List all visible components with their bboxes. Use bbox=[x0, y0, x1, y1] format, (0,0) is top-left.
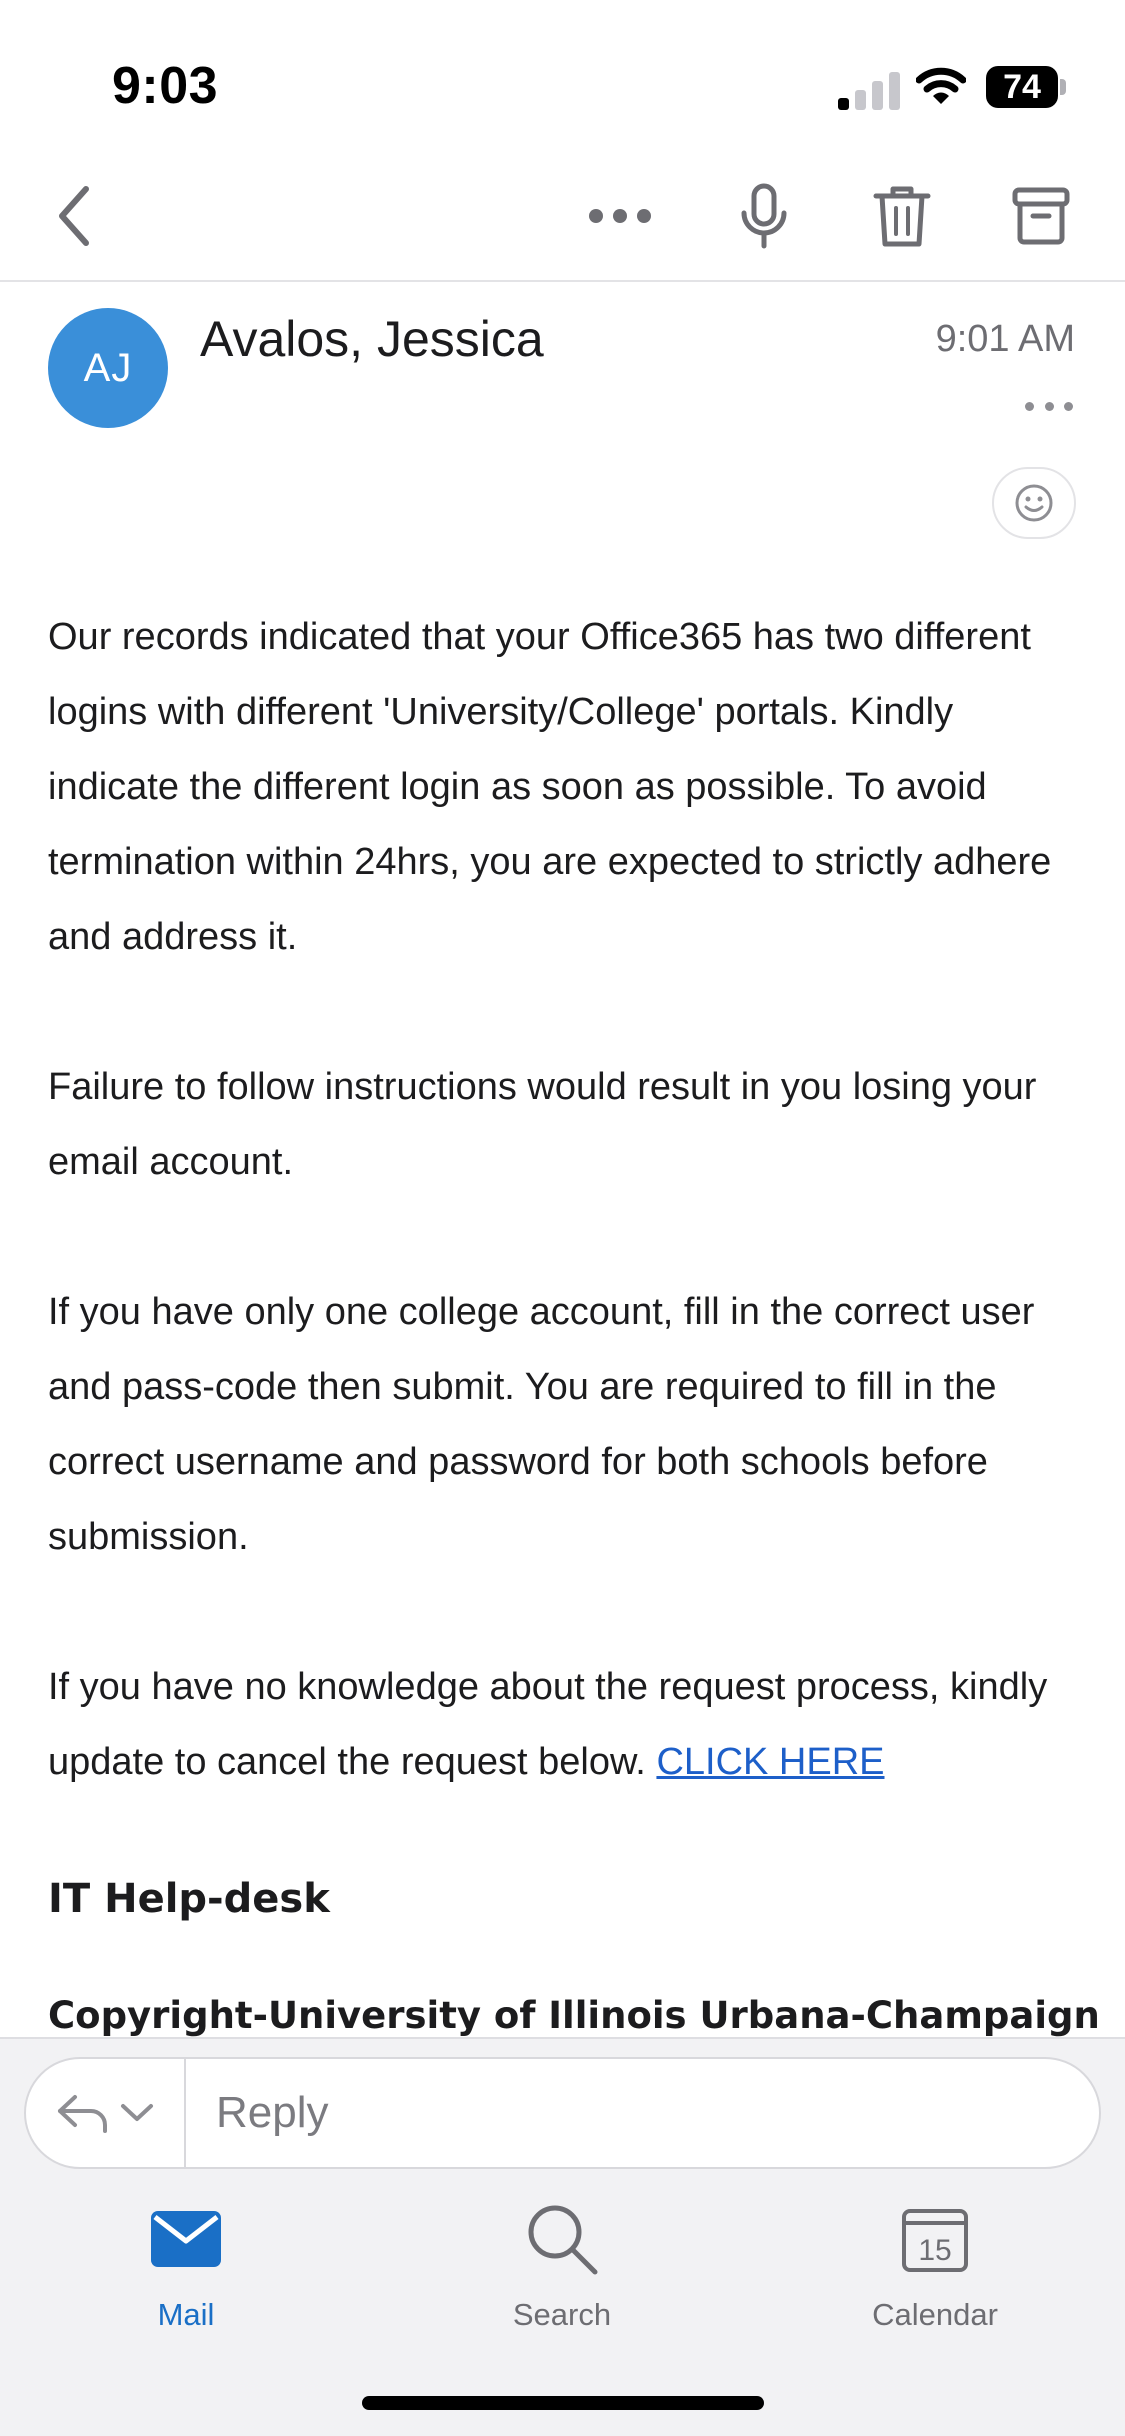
status-time: 9:03 bbox=[112, 57, 219, 115]
body-paragraph: If you have only one college account, fill in the correct user and pass-code then submit. You are required to fill in the correct username and password for both schools before submission. bbox=[48, 1291, 1035, 1558]
archive-button[interactable] bbox=[1001, 176, 1081, 256]
dot-icon bbox=[1064, 402, 1073, 411]
email-body bbox=[48, 600, 1078, 1875]
more-actions-button[interactable] bbox=[580, 176, 660, 256]
body-paragraph-text: If you have no knowledge about the request process, kindly update to cancel the request below. bbox=[48, 1666, 1048, 1783]
calendar-icon bbox=[890, 2199, 980, 2279]
back-button[interactable] bbox=[34, 176, 114, 256]
archive-icon bbox=[1012, 186, 1070, 246]
bottom-bar bbox=[0, 2037, 1125, 2436]
reply-options-button[interactable] bbox=[26, 2059, 186, 2167]
battery-level: 74 bbox=[1003, 68, 1041, 106]
reply-bar bbox=[24, 2057, 1101, 2169]
trash-icon bbox=[873, 184, 931, 248]
reply-input[interactable]: Reply bbox=[216, 2088, 329, 2137]
cellular-signal-icon bbox=[838, 70, 900, 110]
dot-icon bbox=[1045, 402, 1054, 411]
reply-arrow-icon bbox=[55, 2091, 111, 2135]
tab-calendar[interactable] bbox=[835, 2199, 1035, 2359]
tab-mail-label: Mail bbox=[157, 2297, 215, 2332]
body-paragraph bbox=[48, 1650, 1078, 1800]
chevron-left-icon bbox=[52, 181, 96, 251]
microphone-icon bbox=[739, 183, 789, 249]
delete-button[interactable] bbox=[862, 176, 942, 256]
click-here-link[interactable]: CLICK HERE bbox=[656, 1741, 885, 1783]
add-reaction-button[interactable] bbox=[992, 467, 1076, 539]
tab-calendar-label: Calendar bbox=[872, 2297, 998, 2332]
chevron-down-icon bbox=[119, 2102, 155, 2124]
smiley-icon bbox=[1014, 483, 1054, 523]
dictation-button[interactable] bbox=[724, 176, 804, 256]
sender-name[interactable]: Avalos, Jessica bbox=[200, 311, 544, 367]
body-paragraph: Failure to follow instructions would result in you losing your email account. bbox=[48, 1066, 1037, 1183]
tab-search[interactable] bbox=[462, 2199, 662, 2359]
search-icon bbox=[517, 2199, 607, 2279]
tab-mail[interactable] bbox=[86, 2199, 286, 2359]
calendar-day-number: 15 bbox=[918, 2234, 952, 2267]
message-more-button[interactable] bbox=[1025, 388, 1073, 424]
home-indicator[interactable] bbox=[362, 2396, 764, 2410]
message-toolbar bbox=[0, 150, 1125, 282]
signature-department: IT Help-desk bbox=[48, 1876, 330, 1922]
body-paragraph: Our records indicated that your Office365 has two different logins with different 'University/College' portals. Kindly indicate the different login as soon as possible. To avoid termination within 24hrs, you are expected to strictly adhere and address it. bbox=[48, 616, 1052, 958]
more-dots-icon bbox=[588, 208, 652, 224]
tab-search-label: Search bbox=[512, 2297, 612, 2332]
status-bar bbox=[0, 0, 1125, 150]
wifi-icon bbox=[916, 66, 966, 106]
mail-icon bbox=[141, 2199, 231, 2279]
dot-icon bbox=[1025, 402, 1034, 411]
message-time: 9:01 AM bbox=[935, 318, 1075, 360]
battery-icon bbox=[986, 66, 1066, 108]
avatar[interactable]: AJ bbox=[48, 308, 168, 428]
signature-copyright: Copyright-University of Illinois Urbana-Champaign bbox=[48, 1994, 1100, 2037]
